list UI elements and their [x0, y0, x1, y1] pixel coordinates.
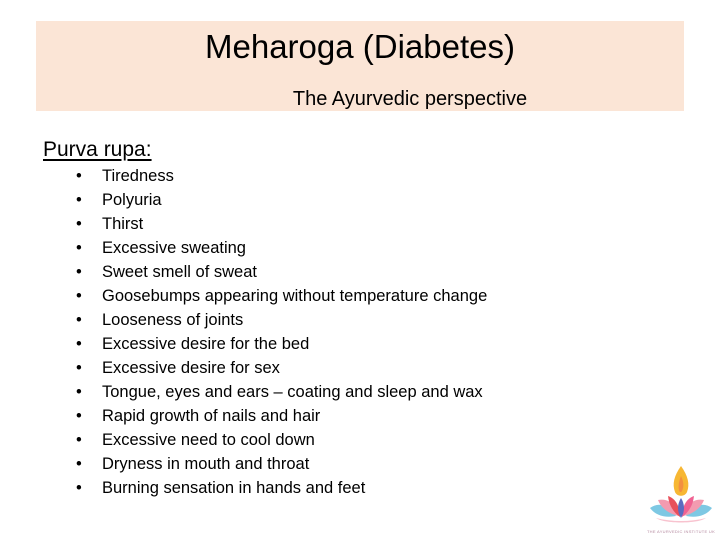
bullet-dot-icon: • — [76, 455, 82, 473]
bullet-text: Rapid growth of nails and hair — [102, 407, 321, 425]
bullet-dot-icon: • — [76, 311, 82, 329]
bullet-text: Excessive desire for the bed — [102, 335, 310, 353]
bullet-text: Excessive sweating — [102, 239, 246, 257]
bullet-item — [76, 476, 487, 500]
petal-base — [656, 518, 706, 523]
bullet-item — [76, 284, 487, 308]
bullet-dot-icon: • — [76, 191, 82, 209]
bullet-dot-icon: • — [76, 239, 82, 257]
bullet-dot-icon: • — [76, 383, 82, 401]
bullet-dot-icon: • — [76, 359, 82, 377]
bullet-item — [76, 164, 487, 188]
bullet-item — [76, 212, 487, 236]
bullet-dot-icon: • — [76, 431, 82, 449]
bullet-dot-icon: • — [76, 479, 82, 497]
bullet-item — [76, 308, 487, 332]
bullet-list — [76, 164, 487, 500]
bullet-text: Dryness in mouth and throat — [102, 455, 310, 473]
bullet-item — [76, 428, 487, 452]
bullet-item — [76, 332, 487, 356]
bullet-text: Goosebumps appearing without temperature change — [102, 287, 488, 305]
bullet-dot-icon: • — [76, 215, 82, 233]
bullet-text: Thirst — [102, 215, 144, 233]
bullet-item — [76, 380, 487, 404]
bullet-text: Tiredness — [102, 167, 174, 185]
bullet-item — [76, 404, 487, 428]
bullet-dot-icon: • — [76, 335, 82, 353]
slide-title: Meharoga (Diabetes) — [205, 28, 515, 65]
bullet-item — [76, 236, 487, 260]
title-band — [36, 21, 684, 111]
logo-caption: THE AYURVEDIC INSTITUTE UK — [646, 529, 716, 534]
section-heading: Purva rupa: — [43, 138, 152, 161]
lotus-flame-logo-icon — [642, 462, 720, 540]
bullet-text: Sweet smell of sweat — [102, 263, 257, 281]
bullet-item — [76, 356, 487, 380]
bullet-dot-icon: • — [76, 407, 82, 425]
slide-subtitle: The Ayurvedic perspective — [292, 88, 528, 110]
bullet-text: Polyuria — [102, 191, 162, 209]
bullet-dot-icon: • — [76, 263, 82, 281]
bullet-text: Tongue, eyes and ears – coating and sleep and wax — [102, 383, 483, 401]
bullet-item — [76, 452, 487, 476]
bullet-text: Burning sensation in hands and feet — [102, 479, 366, 497]
bullet-text: Looseness of joints — [102, 311, 244, 329]
bullet-item — [76, 260, 487, 284]
bullet-text: Excessive desire for sex — [102, 359, 280, 377]
bullet-dot-icon: • — [76, 287, 82, 305]
bullet-dot-icon: • — [76, 167, 82, 185]
bullet-text: Excessive need to cool down — [102, 431, 315, 449]
bullet-item — [76, 188, 487, 212]
